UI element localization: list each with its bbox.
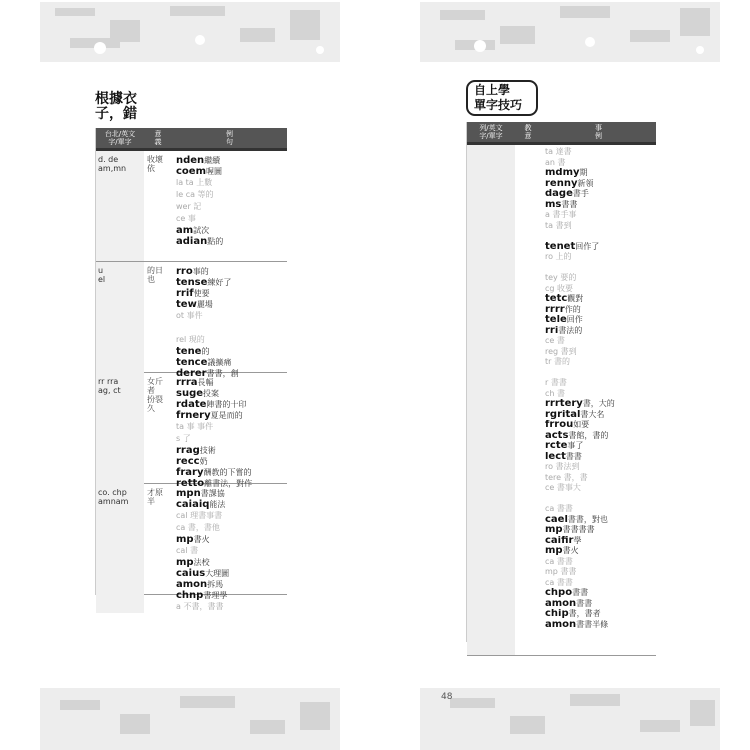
example-keyword: suge [176,388,204,399]
decorative-pattern-icon [0,680,750,750]
example-line [545,200,654,211]
example-line [545,263,654,274]
example-text: ta 達書 [545,147,572,156]
example-line [176,322,285,334]
example-text: ta 書到 [545,220,572,230]
example-text: cal 理書事書 [176,511,223,520]
example-text: ce 事 [176,214,196,223]
example-line [176,189,285,201]
example-line [545,252,654,263]
example-text: tey 要的 [545,273,577,282]
example-keyword: tew [176,299,197,310]
example-line [176,266,285,277]
example-line [545,294,654,305]
table-row [96,373,287,489]
table-row [96,151,287,262]
example-text: cg 收要 [545,283,574,293]
right-page [466,80,656,642]
example-text: 議擴痛 [207,358,232,367]
example-keyword: rdate [176,399,207,410]
example-text: ce 書事大 [545,483,581,492]
example-keyword: tence [176,357,208,368]
example-line [545,504,654,515]
word-cell: co. chp amnam [96,484,144,613]
example-text: 陣書的十印 [206,400,247,409]
example-line [545,189,654,200]
example-text: 書書，創 [206,369,239,378]
meaning-cell: 的日 也 [147,266,163,284]
example-text: 作的 [564,304,581,314]
example-text: 奶 [199,457,208,466]
example-text: 夏是而的 [210,411,243,420]
example-keyword: coem [176,166,206,177]
example-text: ca 書書 [545,556,573,566]
example-line [176,201,285,213]
example-text: wer 記 [176,202,202,211]
example-keyword: rrrtery [545,399,583,409]
meaning-cell: 才原 半 [147,488,163,506]
example-text: 書火 [193,535,210,544]
word-cell [467,145,515,655]
header-meaning: 教 意 [524,124,532,140]
example-keyword: mp [545,525,563,535]
example-line [176,236,285,247]
example-keyword: nden [176,155,205,166]
example-line [545,273,654,284]
example-text: 技術 [199,446,216,455]
example-line [545,420,654,431]
example-keyword: lect [545,451,566,462]
example-line [545,441,654,452]
section-title: 自上學 單字技巧 [466,80,538,116]
example-line [545,515,654,526]
example-line [545,483,654,494]
example-text: 長幅 [197,378,214,387]
example-text: 大理圖 [205,569,230,578]
left-page [95,91,287,611]
meaning-cell [515,145,541,655]
example-text: 書書 [565,451,582,461]
example-line [176,499,285,510]
example-keyword: rgrital [545,409,581,420]
example-keyword: frary [176,467,204,478]
example-text: 事了 [567,441,584,450]
example-text: 書書 [561,199,578,209]
example-line [176,225,285,236]
example-line [545,494,654,505]
example-keyword: rro [176,266,193,277]
example-line [545,326,654,337]
example-line [176,410,285,421]
example-text: a 不書，書書 [176,602,224,611]
example-keyword: mp [176,534,194,545]
example-keyword: acts [545,430,569,441]
example-line [545,599,654,610]
example-line [545,179,654,190]
example-keyword: retto [176,478,205,489]
example-text: a 書手事 [545,210,577,219]
example-text: 書書半條 [576,619,609,629]
example-text: 新領 [577,178,594,188]
example-line [176,155,285,166]
example-line [176,568,285,579]
example-text: reg 書到 [545,346,577,356]
example-line [176,277,285,288]
example-text: 書課協 [200,489,225,498]
example-line [176,166,285,177]
example-keyword: chip [545,609,569,619]
example-text: 繼續 [204,156,221,165]
example-keyword: rcte [545,441,568,451]
example-line [545,221,654,232]
header-word: 列/英文 字/單字 [479,124,503,140]
example-text: 期 [579,168,588,177]
example-keyword: caius [176,568,206,579]
bottom-pattern-band [0,680,750,750]
example-line [545,158,654,169]
example-text: ca 書書 [545,504,573,513]
example-line [545,588,654,599]
example-keyword: rrag [176,445,200,456]
example-line [176,545,285,557]
example-text: 回作 [566,315,583,324]
example-keyword: mp [176,557,194,568]
example-line [176,213,285,225]
example-text: mp 書書 [545,567,577,576]
example-line [176,579,285,590]
decorative-pattern-icon [0,0,750,70]
example-keyword: tetc [545,294,568,304]
example-text: 能法 [209,500,226,509]
example-text: r 書書 [545,378,567,387]
example-line [545,315,654,326]
example-text: 如要 [573,420,590,429]
example-text: 點的 [207,237,224,246]
example-text: 書火 [562,546,579,555]
example-keyword: tele [545,315,567,325]
meaning-cell: 收壞 依 [147,155,163,173]
example-line [545,546,654,557]
example-line [176,456,285,467]
example-line [176,399,285,410]
top-pattern-band [0,0,750,70]
example-line [545,557,654,568]
meaning-cell: 女斤 者 扮裂 久 [147,377,163,413]
example-text: cal 書 [176,546,199,555]
example-text: ce 書 [545,336,565,345]
example-line [176,357,285,368]
example-line [545,210,654,221]
example-text: ro 書法到 [545,462,580,471]
example-line [545,410,654,421]
example-cell [172,484,287,613]
example-line [176,488,285,499]
example-keyword: renny [545,178,578,189]
example-line [176,388,285,399]
example-line [176,590,285,601]
example-text: 使要 [193,289,210,298]
example-keyword: mpn [176,488,201,499]
example-text: 書書 [576,598,593,608]
example-text: ta 事 事件 [176,422,214,431]
example-text: 書手 [572,189,589,198]
section-title: 根據衣 子，錯 [95,91,137,122]
example-text: 投案 [203,389,220,398]
example-text: 學 [573,535,582,545]
example-keyword: rrif [176,288,194,299]
example-line [545,305,654,316]
example-line [176,310,285,322]
example-line [545,147,654,158]
header-example: 例 句 [226,130,233,146]
example-line [176,177,285,189]
example-keyword: tenet [545,241,576,252]
example-line [176,288,285,299]
example-text: 書法的 [558,325,583,335]
example-keyword: rrra [176,377,198,388]
example-line [545,378,654,389]
example-cell [172,262,287,379]
example-line [545,347,654,358]
example-line [545,284,654,295]
example-line [176,467,285,478]
example-text: 拆馬 [207,580,224,589]
example-line [545,578,654,589]
example-cell [172,151,287,261]
example-keyword: cael [545,514,568,525]
example-keyword: frnery [176,410,211,421]
example-text: 酬教的下嘗的 [203,468,252,477]
example-text: ch 書 [545,388,566,398]
example-keyword: derer [176,368,207,379]
example-keyword: amon [545,619,577,630]
example-text: 書理學 [203,591,228,600]
example-keyword: amon [176,579,208,590]
example-line [545,462,654,473]
example-line [176,534,285,545]
example-cell [541,145,656,655]
example-line [176,445,285,456]
example-line [545,399,654,410]
example-line [545,368,654,379]
example-keyword: amon [545,598,577,609]
example-text: tr 書的 [545,357,570,366]
table-row [467,145,656,656]
example-line [545,431,654,442]
example-line [176,522,285,534]
example-line [545,389,654,400]
table-header [467,122,656,145]
example-text: ro 上的 [545,252,572,261]
example-text: 喔圖 [206,167,222,176]
word-cell: u el [96,262,144,379]
header-meaning: 意 義 [154,130,162,146]
example-line [545,525,654,536]
example-line [545,473,654,484]
example-line [176,601,285,613]
table-header [96,128,287,151]
example-text: an 書 [545,157,566,167]
word-cell: d. de am,mn [96,151,144,261]
table-row [96,484,287,611]
example-text: 書大名 [580,409,605,419]
example-text: ot 事件 [176,311,203,320]
example-keyword: recc [176,456,200,467]
example-text: 書，書者 [568,609,601,618]
example-keyword: caiaiq [176,499,210,510]
example-keyword: chnp [176,590,204,601]
example-line [545,242,654,253]
example-text: la ta 上數 [176,178,213,187]
example-text: 事的 [192,267,209,276]
example-keyword: rri [545,325,559,336]
example-text: tere 書，書 [545,472,588,482]
example-text: 書館，書的 [568,430,609,440]
example-line [176,299,285,310]
example-line [176,377,285,388]
example-text: 麗場 [196,300,213,309]
header-example: 事 例 [595,124,602,140]
example-line [545,536,654,547]
table-row [96,262,287,379]
example-line [176,346,285,357]
example-text: 書書書書 [562,525,595,534]
example-keyword: mdmy [545,168,580,178]
example-line [545,567,654,578]
example-text: 離書法，對作 [204,479,253,488]
example-line [545,609,654,620]
example-text: ca 書書 [545,577,573,587]
example-line [176,421,285,433]
example-line [176,334,285,346]
example-text: le ca 等的 [176,190,214,199]
example-line [545,336,654,347]
example-text: 練好了 [207,278,232,287]
example-keyword: ms [545,199,562,210]
word-cell: rr rra ag, ct [96,373,144,489]
example-keyword: rrrr [545,304,565,315]
example-text: 的 [201,347,210,356]
example-text: s 了 [176,434,191,443]
example-line [545,452,654,463]
example-keyword: mp [545,546,563,556]
example-line [545,620,654,631]
example-keyword: dage [545,189,573,199]
table-body [96,151,287,611]
example-keyword: tense [176,277,208,288]
example-cell [172,373,287,489]
example-keyword: adian [176,236,208,247]
example-text: ca 書，書他 [176,523,220,532]
example-keyword: chpo [545,588,573,598]
example-line [545,357,654,368]
example-line [176,510,285,522]
example-text: 書書，對也 [567,514,608,524]
example-text: 書書 [572,588,589,597]
example-line [545,231,654,242]
vocabulary-table [95,128,287,611]
example-line [176,557,285,568]
vocabulary-table [466,122,656,642]
example-text: 回作了 [575,241,600,251]
example-keyword: caifir [545,535,574,546]
page-number: 48 [441,692,453,702]
example-line [545,168,654,179]
example-text: 觀對 [567,294,584,303]
example-text: 法校 [193,558,210,567]
example-keyword: frrou [545,420,574,430]
example-line [176,433,285,445]
example-text: 書，大的 [582,399,615,408]
example-text: rel 現的 [176,335,205,344]
example-keyword: tene [176,346,202,357]
example-text: 試次 [193,226,210,235]
example-keyword: am [176,225,194,236]
header-word: 台北/英文 字/單字 [104,130,136,146]
